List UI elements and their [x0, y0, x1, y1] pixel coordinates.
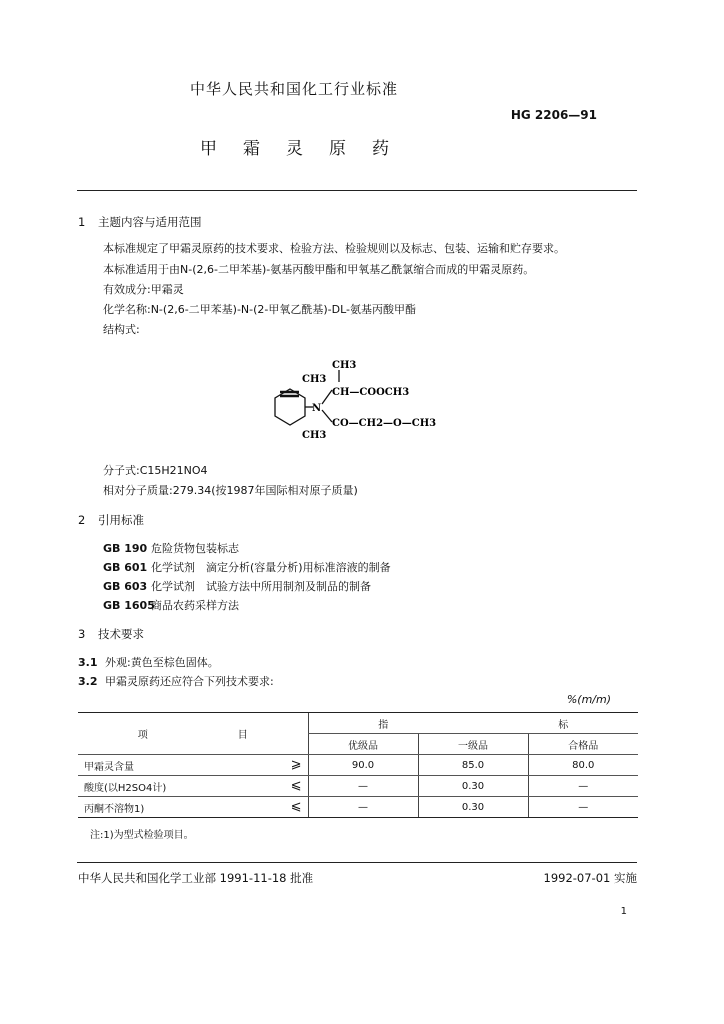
table-header-row	[78, 713, 638, 734]
standard-code: HG 2206—91	[510, 108, 597, 122]
grade-header: 合格品	[528, 734, 638, 755]
section-3-2: 3.2 甲霜灵原药还应符合下列技术要求:	[78, 675, 274, 688]
page-number: 1	[620, 906, 627, 917]
row-value: 90.0	[308, 755, 418, 776]
row-value: —	[528, 797, 638, 818]
table-row	[78, 755, 638, 776]
section-3-1: 3.1 外观:黄色至棕色固体。	[78, 656, 219, 669]
co-chain-label: CO—CH2—O—CH3	[332, 418, 437, 429]
table-row	[78, 776, 638, 797]
row-name: 甲霜灵含量 ⩾	[78, 755, 308, 776]
ch3-ring-top-label: CH3	[302, 374, 327, 385]
section-2-heading: 2 引用标准	[78, 513, 144, 527]
row-value: 80.0	[528, 755, 638, 776]
section-1-heading: 1 主题内容与适用范围	[78, 215, 202, 229]
reference-item: GB 190 危险货物包装标志	[103, 542, 239, 555]
approval-line: 中华人民共和国化学工业部 1991-11-18 批准	[78, 871, 314, 885]
grade-header: 优级品	[308, 734, 418, 755]
section-1-paragraph-1: 本标准规定了甲霜灵原药的技术要求、检验方法、检验规则以及标志、包装、运输和贮存要求。	[103, 242, 565, 255]
active-ingredient: 有效成分:甲霜灵	[103, 283, 184, 296]
row-value: 0.30	[418, 797, 528, 818]
row-value: —	[308, 776, 418, 797]
molecular-mass: 相对分子质量:279.34(按1987年国际相对原子质量)	[103, 484, 358, 497]
ch-cooch3-label: CH—COOCH3	[332, 387, 410, 398]
reference-item: GB 603 化学试剂 试验方法中所用制剂及制品的制备	[103, 580, 371, 593]
index-column-header: 指 标	[308, 713, 638, 734]
nitrogen-label: N	[312, 403, 322, 414]
document-title: 甲霜灵原药	[200, 139, 415, 159]
footer-rule	[77, 862, 637, 863]
ch3-ring-bottom-label: CH3	[302, 430, 327, 441]
row-value: —	[528, 776, 638, 797]
table-note: 注:1)为型式检验项目。	[90, 830, 194, 841]
reference-item: GB 601 化学试剂 滴定分析(容量分析)用标准溶液的制备	[103, 561, 391, 574]
issuer-title: 中华人民共和国化工行业标准	[190, 80, 399, 98]
reference-item: GB 1605商品农药采样方法	[103, 599, 239, 612]
row-name: 酸度(以H2SO4计) ⩽	[78, 776, 308, 797]
row-value: 85.0	[418, 755, 528, 776]
row-name: 丙酮不溶物1) ⩽	[78, 797, 308, 818]
spec-table	[78, 712, 638, 818]
table-unit: %(m/m)	[566, 693, 611, 706]
grade-header: 一级品	[418, 734, 528, 755]
chemical-name: 化学名称:N-(2,6-二甲苯基)-N-(2-甲氧乙酰基)-DL-氨基丙酸甲酯	[103, 303, 417, 316]
row-value: —	[308, 797, 418, 818]
table-row	[78, 797, 638, 818]
row-value: 0.30	[418, 776, 528, 797]
structure-label: 结构式:	[103, 323, 140, 336]
item-column-header: 项 目	[78, 713, 308, 755]
ch3-top-label: CH3	[332, 360, 357, 371]
implementation-date: 1992-07-01 实施	[543, 871, 637, 885]
structural-formula	[260, 352, 460, 447]
molecular-formula: 分子式:C15H21NO4	[103, 464, 208, 477]
header-rule	[77, 190, 637, 191]
section-1-paragraph-2: 本标准适用于由N-(2,6-二甲苯基)-氨基丙酸甲酯和甲氧基乙酰氯缩合而成的甲霜灵原药。	[103, 263, 535, 276]
section-3-heading: 3 技术要求	[78, 627, 144, 641]
